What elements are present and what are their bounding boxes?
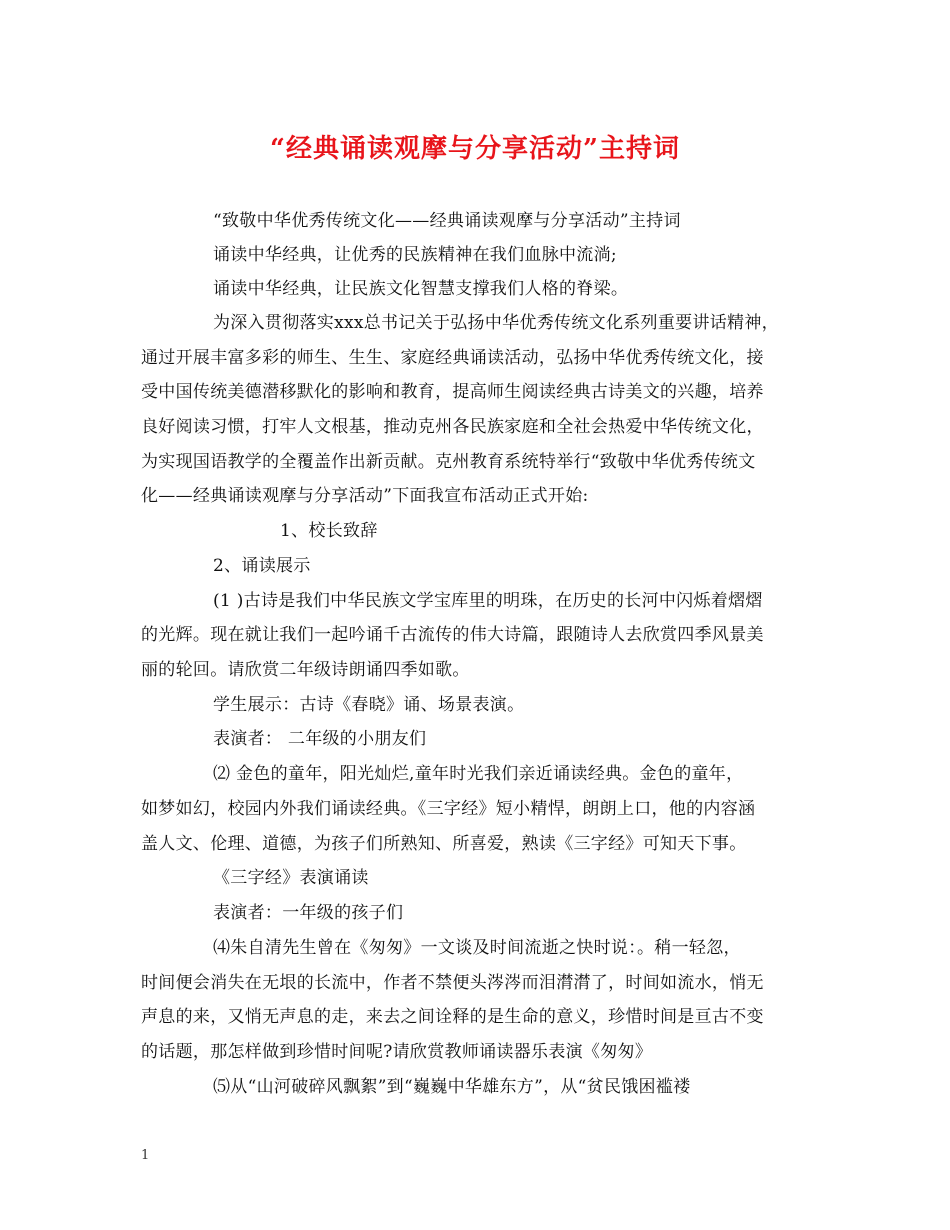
paragraph-line: 化——经典诵读观摩与分享活动”下面我宣布活动正式开始:	[141, 486, 589, 506]
paragraph-line: 《三字经》表演诵读	[213, 868, 369, 888]
paragraph-line: 的话题，那怎样做到珍惜时间呢?请欣赏教师诵读器乐表演《匆匆》	[141, 1042, 653, 1062]
paragraph-line: 如梦如幻，校园内外我们诵读经典。《三字经》短小精悍，朗朗上口，他的内容涵	[141, 799, 756, 819]
paragraph-line: 表演者： 二年级的小朋友们	[213, 729, 427, 749]
paragraph-line: 受中国传统美德潜移默化的影响和教育，提高师生阅读经典古诗美文的兴趣，培养	[141, 382, 764, 402]
paragraph-line: 良好阅读习惯，打牢人文根基，推动克州各民族家庭和全社会热爱中华传统文化，	[141, 417, 764, 437]
paragraph-line: 时间便会消失在无垠的长流中，作者不禁便头涔涔而泪潸潸了，时间如流水，悄无	[141, 973, 764, 993]
paragraph-line: 1、校长致辞	[280, 521, 378, 541]
paragraph-line: ⑷朱自清先生曾在《匆匆》一文谈及时间流逝之快时说：。稍一轻忽，	[213, 938, 741, 958]
paragraph-line: ⑸从“山河破碎风飘絮”到“巍巍中华雄东方”，从“贫民饿困褴褛	[213, 1077, 691, 1097]
paragraph-line: 诵读中华经典，让民族文化智慧支撑我们人格的脊梁。	[213, 279, 629, 299]
paragraph-line: 丽的轮回。请欣赏二年级诗朗诵四季如歌。	[141, 660, 470, 680]
paragraph-line: (1 )古诗是我们中华民族文学宝库里的明珠，在历史的长河中闪烁着熠熠	[213, 591, 763, 611]
paragraph-line: 学生展示：古诗《春晓》诵、场景表演。	[213, 695, 525, 715]
paragraph-line: ⑵ 金色的童年，阳光灿烂,童年时光我们亲近诵读经典。金色的童年，	[213, 764, 744, 784]
paragraph-line: 为实现国语教学的全覆盖作出新贡献。克州教育系统特举行“致敬中华优秀传统文	[141, 452, 756, 472]
paragraph-line: 盖人文、伦理、道德，为孩子们所熟知、所喜爱，熟读《三字经》可知天下事。	[141, 834, 747, 854]
paragraph-line: 表演者：一年级的孩子们	[213, 903, 404, 923]
paragraph-line: 声息的来，又悄无声息的走，来去之间诠释的是生命的意义，珍惜时间是亘古不变	[141, 1007, 764, 1027]
paragraph-line: 的光辉。现在就让我们一起吟诵千古流传的伟大诗篇，跟随诗人去欣赏四季风景美	[141, 625, 764, 645]
paragraph-line: “致敬中华优秀传统文化——经典诵读观摩与分享活动”主持词	[213, 211, 681, 231]
paragraph-line: 通过开展丰富多彩的师生、生生、家庭经典诵读活动，弘扬中华优秀传统文化，接	[141, 348, 764, 368]
page-number: 1	[141, 1148, 150, 1163]
paragraph-line: 为深入贯彻落实xxx总书记关于弘扬中华优秀传统文化系列重要讲话精神，	[213, 313, 779, 333]
paragraph-line: 2、诵读展示	[213, 556, 311, 576]
paragraph-line: 诵读中华经典，让优秀的民族精神在我们血脉中流淌;	[213, 245, 617, 265]
document-title: “经典诵读观摩与分享活动”主持词	[270, 134, 680, 164]
